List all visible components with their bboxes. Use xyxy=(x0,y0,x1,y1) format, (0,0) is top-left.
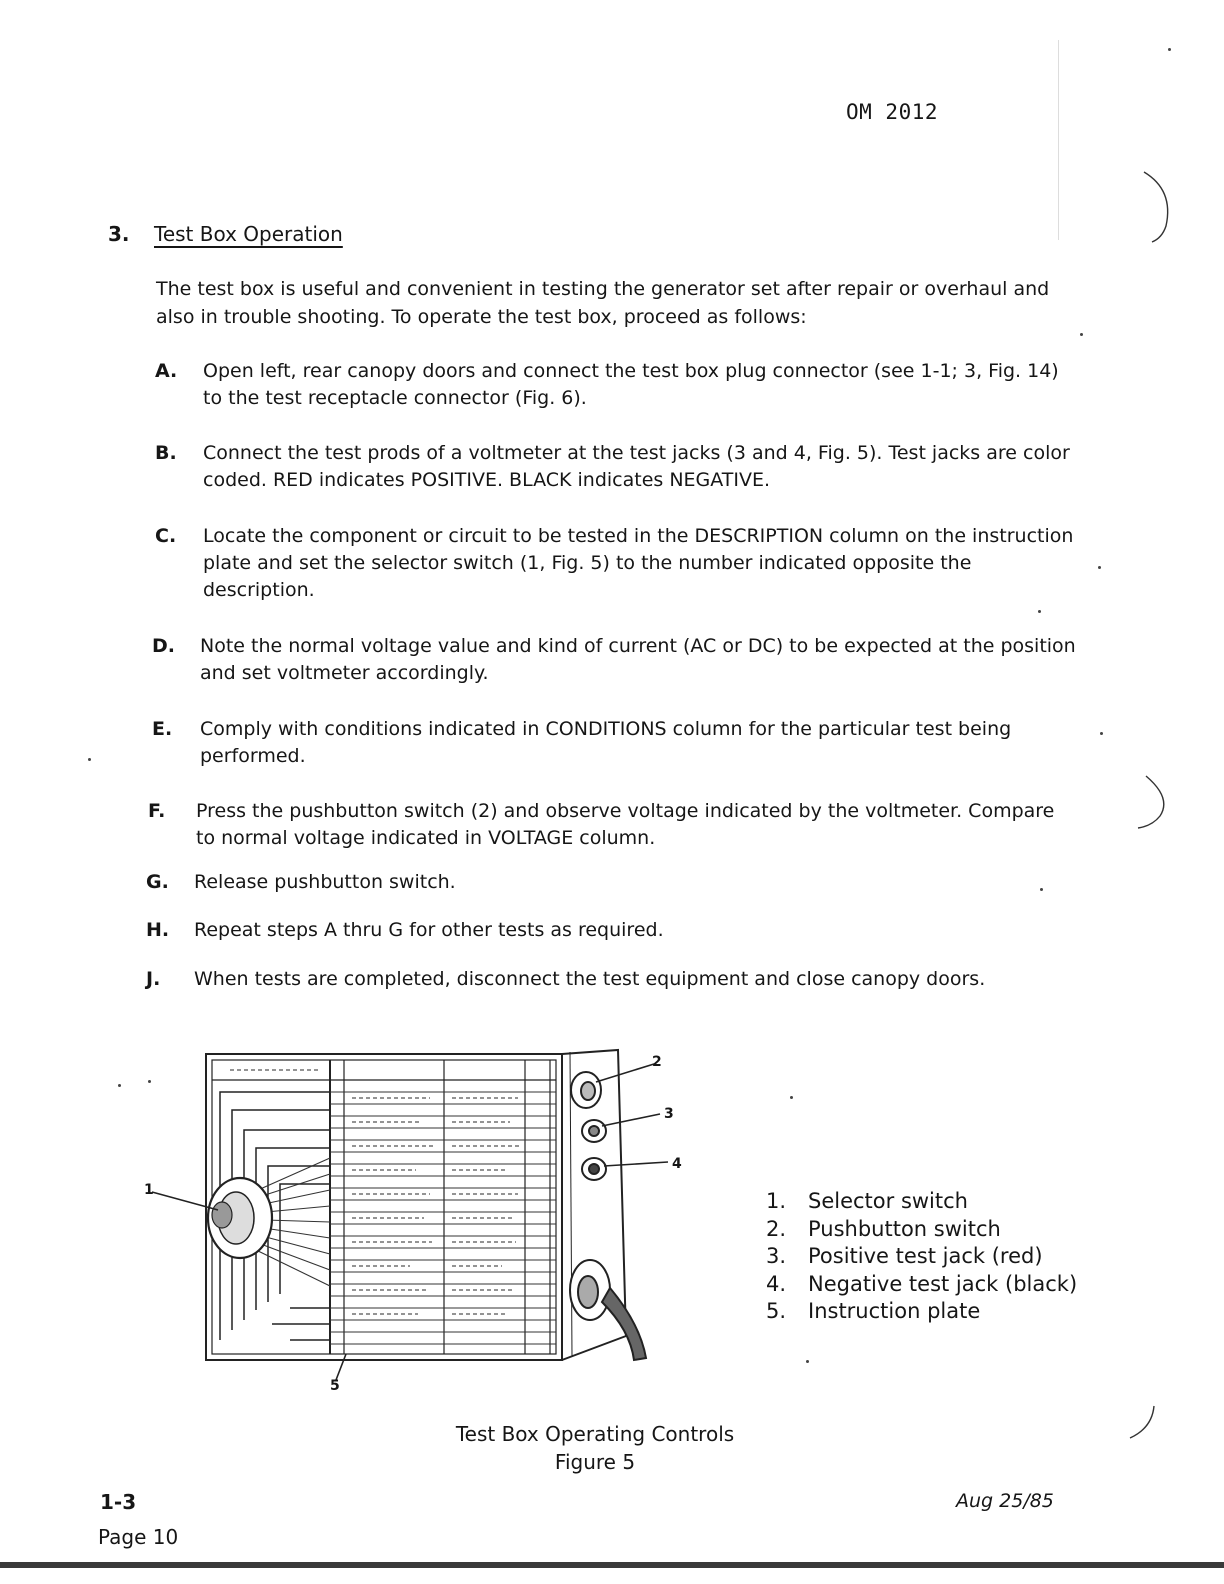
scan-dot xyxy=(88,758,91,761)
step-letter: C. xyxy=(155,525,177,547)
step-letter: D. xyxy=(152,635,175,657)
scan-dot xyxy=(1098,566,1101,569)
scan-dot xyxy=(1040,888,1043,891)
callout-5: 5 xyxy=(330,1378,340,1394)
step-text: Note the normal voltage value and kind of current (AC or DC) to be expected at the position and set voltmeter accordingly. xyxy=(200,635,1076,684)
step-text: When tests are completed, disconnect the test equipment and close canopy doors. xyxy=(194,968,986,990)
legend-item: 4. Negative test jack (black) xyxy=(766,1271,1078,1296)
scan-dot xyxy=(1168,48,1171,51)
plug-connector xyxy=(570,1260,646,1360)
figure-caption xyxy=(350,1420,840,1476)
scan-edge xyxy=(1058,40,1059,240)
step-letter: J. xyxy=(146,968,161,990)
step-letter: A. xyxy=(155,360,178,382)
step-letter: B. xyxy=(155,442,177,464)
scan-dot xyxy=(1100,732,1103,735)
scan-bottom-edge xyxy=(0,1562,1224,1568)
scan-dot xyxy=(118,1084,121,1087)
figure-caption-number: Figure 5 xyxy=(554,1450,636,1474)
callout-4: 4 xyxy=(672,1156,682,1172)
step-text: Open left, rear canopy doors and connect the test box plug connector (see 1-1; 3, Fig. 14) to the test receptacle connector (Fig. 6). xyxy=(203,360,1059,409)
footer-section-page: 1-3 xyxy=(100,1490,137,1514)
step-text: Connect the test prods of a voltmeter at the test jacks (3 and 4, Fig. 5). Test jacks are color coded. RED indicates POSITIVE. BLACK indicates NEGATIVE. xyxy=(203,442,1070,491)
scan-dot xyxy=(806,1360,809,1363)
document-id: OM 2012 xyxy=(846,100,939,124)
scan-dot xyxy=(790,1096,793,1099)
selector-switch-knob xyxy=(208,1178,272,1258)
scan-dot xyxy=(1080,333,1083,336)
step-letter: E. xyxy=(152,718,173,740)
step-text: Release pushbutton switch. xyxy=(194,871,456,893)
test-box-illustration xyxy=(140,1040,700,1410)
section-number: 3. xyxy=(108,222,130,246)
scan-mark xyxy=(1120,1400,1170,1450)
section-title: Test Box Operation xyxy=(154,222,343,246)
step-text: Locate the component or circuit to be tested in the DESCRIPTION column on the instruction plate and set the selector switch (1, Fig. 5) to the number indicated opposite the description. xyxy=(203,525,1074,601)
callout-3: 3 xyxy=(664,1106,674,1122)
scan-mark xyxy=(1130,160,1190,250)
step-letter: F. xyxy=(148,800,166,822)
step-text: Comply with conditions indicated in CONDITIONS column for the particular test being performed. xyxy=(200,718,1012,767)
legend-item: 5. Instruction plate xyxy=(766,1299,981,1323)
callout-1: 1 xyxy=(144,1182,154,1198)
step-letter: G. xyxy=(146,871,169,893)
footer-date: Aug 25/85 xyxy=(956,1490,1054,1512)
callout-2: 2 xyxy=(652,1054,662,1070)
figure-legend xyxy=(766,1188,1077,1326)
step-letter: H. xyxy=(146,919,170,941)
scan-mark xyxy=(1120,770,1180,840)
step-text: Press the pushbutton switch (2) and observe voltage indicated by the voltmeter. Compare to normal voltage indicated in VOLTAGE column. xyxy=(196,800,1055,849)
scan-dot xyxy=(1038,610,1041,613)
scan-dot xyxy=(148,1080,151,1083)
legend-item: 3. Positive test jack (red) xyxy=(766,1244,1043,1268)
figure-caption-title: Test Box Operating Controls xyxy=(455,1422,735,1446)
step-text: Repeat steps A thru G for other tests as required. xyxy=(194,919,664,941)
legend-item: 2. Pushbutton switch xyxy=(766,1216,1001,1241)
footer-page-number: Page 10 xyxy=(98,1525,179,1549)
legend-item: 1. Selector switch xyxy=(766,1189,968,1213)
section-intro: The test box is useful and convenient in testing the generator set after repair or overhaul and also in trouble shooting. To operate the test box, proceed as follows: xyxy=(156,278,1050,328)
